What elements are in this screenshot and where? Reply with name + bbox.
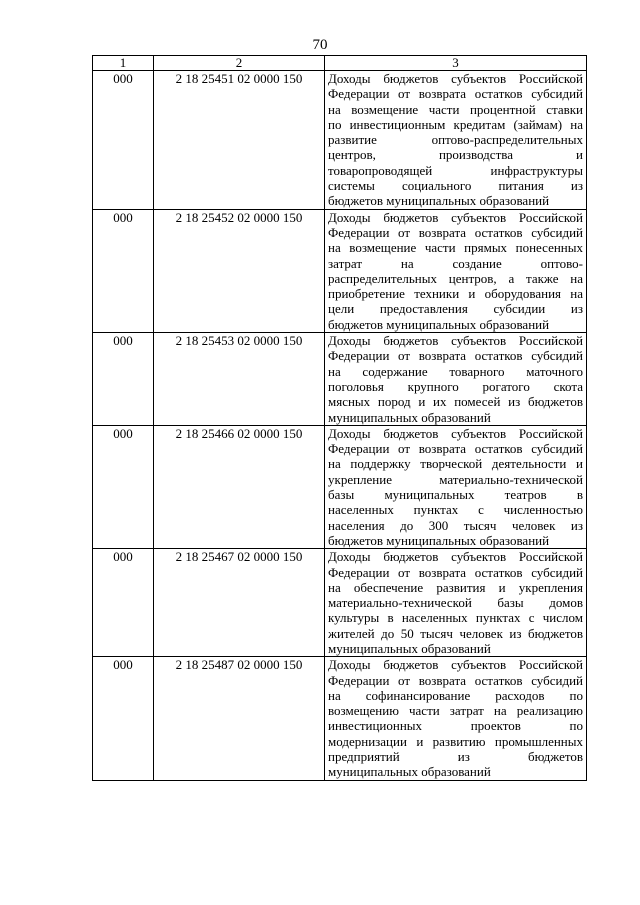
description-line: Федерации от возврата остатков субсидий: [328, 564, 583, 580]
revenue-description-cell: [325, 71, 587, 210]
description-line: Федерации от возврата остатков субсидий: [328, 224, 583, 240]
description-line: инвестиционных проектов по: [328, 718, 583, 734]
table-row: [93, 209, 587, 332]
description-line: цели предоставления субсидии из: [328, 301, 583, 317]
column-header-2: 2: [154, 56, 325, 71]
description-line: жителей до 50 тысяч человек из бюджетов: [328, 625, 583, 641]
column-header-3: 3: [325, 56, 587, 71]
description-line: распределительных центров, а также на: [328, 270, 583, 286]
revenue-description-cell: [325, 333, 587, 426]
admin-code-cell: 000: [93, 333, 154, 426]
description-line: центров, производства и: [328, 147, 583, 163]
description-line: на содержание товарного маточного: [328, 363, 583, 379]
table-row: [93, 657, 587, 780]
description-line: Федерации от возврата остатков субсидий: [328, 441, 583, 457]
description-line: бюджетов муниципальных образований: [328, 316, 550, 332]
description-line: Доходы бюджетов субъектов Российской: [328, 549, 583, 565]
description-line: населенных пунктах с численностью: [328, 502, 583, 518]
description-line: развитие оптово-распределительных: [328, 132, 583, 148]
description-line: населения до 300 тысяч человек из: [328, 517, 583, 533]
description-line: муниципальных образований: [328, 764, 491, 780]
description-line: на софинансирование расходов по: [328, 687, 583, 703]
description-line: приобретение техники и оборудования на: [328, 286, 583, 302]
budget-code-cell: 2 18 25452 02 0000 150: [154, 209, 325, 332]
description-line: бюджетов муниципальных образований: [328, 193, 550, 209]
description-line: поголовья крупного рогатого скота: [328, 378, 583, 394]
admin-code-cell: 000: [93, 209, 154, 332]
description-line: Доходы бюджетов субъектов Российской: [328, 657, 583, 673]
description-line: Федерации от возврата остатков субсидий: [328, 86, 583, 102]
table-header-row: [93, 56, 587, 71]
column-header-1: 1: [93, 56, 154, 71]
table-row: [93, 333, 587, 426]
revenue-description-cell: [325, 425, 587, 548]
description-line: мясных пород и их помесей из бюджетов: [328, 394, 583, 410]
description-line: Доходы бюджетов субъектов Российской: [328, 425, 583, 441]
description-line: на возмещение части процентной ставки: [328, 101, 583, 117]
description-line: модернизации и развитию промышленных: [328, 733, 583, 749]
budget-code-cell: 2 18 25487 02 0000 150: [154, 657, 325, 780]
description-line: Доходы бюджетов субъектов Российской: [328, 333, 583, 349]
description-line: на обеспечение развития и укрепления: [328, 579, 583, 595]
budget-code-cell: 2 18 25466 02 0000 150: [154, 425, 325, 548]
admin-code-cell: 000: [93, 71, 154, 210]
budget-revenue-table: [92, 55, 587, 781]
budget-code-cell: 2 18 25453 02 0000 150: [154, 333, 325, 426]
description-line: затрат на создание оптово-: [328, 255, 583, 271]
table-row: [93, 71, 587, 210]
description-line: Доходы бюджетов субъектов Российской: [328, 71, 583, 86]
admin-code-cell: 000: [93, 425, 154, 548]
description-line: укрепление материально-технической: [328, 471, 583, 487]
description-line: товаропроводящей инфраструктуры: [328, 162, 583, 178]
table-row: [93, 425, 587, 548]
description-line: бюджетов муниципальных образований: [328, 532, 550, 548]
description-line: на поддержку творческой деятельности и: [328, 456, 583, 472]
description-line: муниципальных образований: [328, 409, 491, 425]
table-row: [93, 549, 587, 657]
description-line: материально-технической базы домов: [328, 595, 583, 611]
description-line: Федерации от возврата остатков субсидий: [328, 348, 583, 364]
description-line: базы муниципальных театров в: [328, 487, 583, 503]
revenue-description-cell: [325, 657, 587, 780]
description-line: на возмещение части прямых понесенных: [328, 240, 583, 256]
description-line: предприятий из бюджетов: [328, 749, 583, 765]
table-body: [93, 71, 587, 781]
admin-code-cell: 000: [93, 657, 154, 780]
revenue-description-cell: [325, 209, 587, 332]
description-line: муниципальных образований: [328, 640, 491, 656]
revenue-description-cell: [325, 549, 587, 657]
admin-code-cell: 000: [93, 549, 154, 657]
page-number: 70: [312, 37, 328, 53]
description-line: по инвестиционным кредитам (займам) на: [328, 116, 583, 132]
description-line: Федерации от возврата остатков субсидий: [328, 672, 583, 688]
budget-code-cell: 2 18 25451 02 0000 150: [154, 71, 325, 210]
description-line: возмещению части затрат на реализацию: [328, 703, 583, 719]
description-line: культуры в населенных пунктах с числом: [328, 610, 583, 626]
description-line: Доходы бюджетов субъектов Российской: [328, 209, 583, 225]
description-line: системы социального питания из: [328, 178, 583, 194]
budget-code-cell: 2 18 25467 02 0000 150: [154, 549, 325, 657]
